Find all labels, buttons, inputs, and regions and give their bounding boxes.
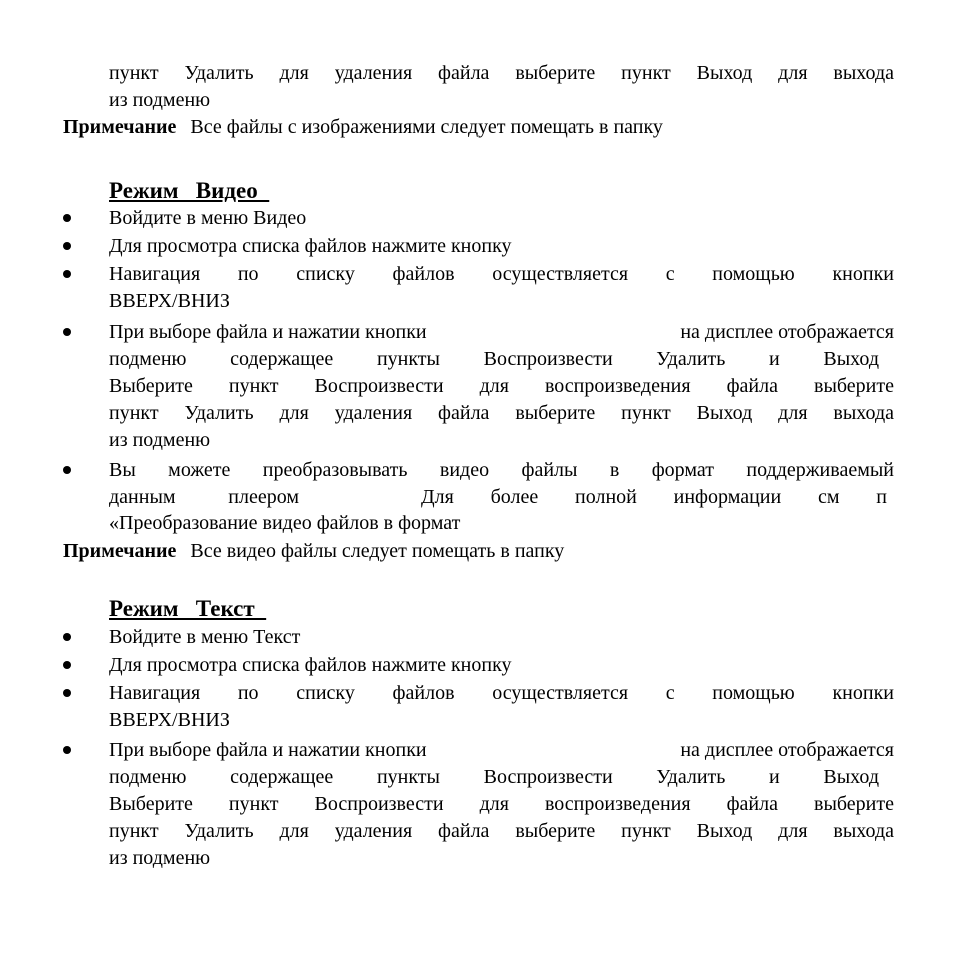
video-bullet-5-line-2a: данным плеером bbox=[109, 486, 299, 508]
text-bullet-3-line-2: ВВЕРХ/ВНИЗ bbox=[109, 709, 230, 731]
intro-line-1: пункт Удалить для удаления файла выберите пункт Выход для выхода bbox=[109, 62, 894, 84]
video-bullet-4-line-2: подменю содержащее пункты Воспроизвести Удалить и Выход bbox=[109, 348, 879, 370]
video-bullet-5-line-2b: Для более полной информации см п bbox=[421, 486, 887, 508]
text-bullet-3-line-1: Навигация по списку файлов осуществляется с помощью кнопки bbox=[109, 682, 894, 704]
bullet-icon bbox=[63, 689, 71, 697]
video-bullet-5-line-1: Вы можете преобразовывать видео файлы в формат поддерживаемый bbox=[109, 459, 894, 481]
bullet-icon bbox=[63, 270, 71, 278]
section-heading-text: Режим Текст bbox=[109, 596, 267, 621]
video-bullet-4-line-1b: на дисплее отображается bbox=[680, 321, 894, 343]
text-bullet-4-line-2: подменю содержащее пункты Воспроизвести Удалить и Выход bbox=[109, 766, 879, 788]
video-bullet-3-line-1: Навигация по списку файлов осуществляется с помощью кнопки bbox=[109, 263, 894, 285]
note-text: Все видео файлы следует помещать в папку bbox=[190, 540, 565, 562]
bullet-icon bbox=[63, 328, 71, 336]
video-bullet-4-line-3: Выберите пункт Воспроизвести для воспроизведения файла выберите bbox=[109, 375, 894, 397]
bullet-icon bbox=[63, 746, 71, 754]
text-bullet-2: Для просмотра списка файлов нажмите кнопку bbox=[109, 654, 512, 676]
note-label: Примечание bbox=[63, 116, 177, 138]
video-bullet-3-line-2: ВВЕРХ/ВНИЗ bbox=[109, 290, 230, 312]
video-bullet-4-line-5: из подменю bbox=[109, 429, 211, 451]
note-text: Все файлы с изображениями следует помещать в папку bbox=[190, 116, 663, 138]
intro-line-2: из подменю bbox=[109, 89, 211, 111]
bullet-icon bbox=[63, 633, 71, 641]
section-heading-video: Режим Видео bbox=[109, 178, 270, 203]
text-bullet-4-line-5: из подменю bbox=[109, 847, 211, 869]
bullet-icon bbox=[63, 466, 71, 474]
bullet-icon bbox=[63, 661, 71, 669]
video-bullet-1: Войдите в меню Видео bbox=[109, 207, 307, 229]
text-bullet-1: Войдите в меню Текст bbox=[109, 626, 301, 648]
text-bullet-4-line-3: Выберите пункт Воспроизвести для воспроизведения файла выберите bbox=[109, 793, 894, 815]
video-bullet-4-line-1a: При выборе файла и нажатии кнопки bbox=[109, 321, 427, 343]
video-bullet-4-line-4: пункт Удалить для удаления файла выберите пункт Выход для выхода bbox=[109, 402, 894, 424]
bullet-icon bbox=[63, 214, 71, 222]
note-video bbox=[63, 540, 564, 562]
note-label: Примечание bbox=[63, 540, 177, 562]
video-bullet-2: Для просмотра списка файлов нажмите кнопку bbox=[109, 235, 512, 257]
note-images bbox=[63, 116, 663, 138]
text-bullet-4-line-4: пункт Удалить для удаления файла выберите пункт Выход для выхода bbox=[109, 820, 894, 842]
video-bullet-5-line-3: «Преобразование видео файлов в формат bbox=[109, 512, 461, 534]
bullet-icon bbox=[63, 242, 71, 250]
text-bullet-4-line-1a: При выборе файла и нажатии кнопки bbox=[109, 739, 427, 761]
text-bullet-4-line-1b: на дисплее отображается bbox=[680, 739, 894, 761]
